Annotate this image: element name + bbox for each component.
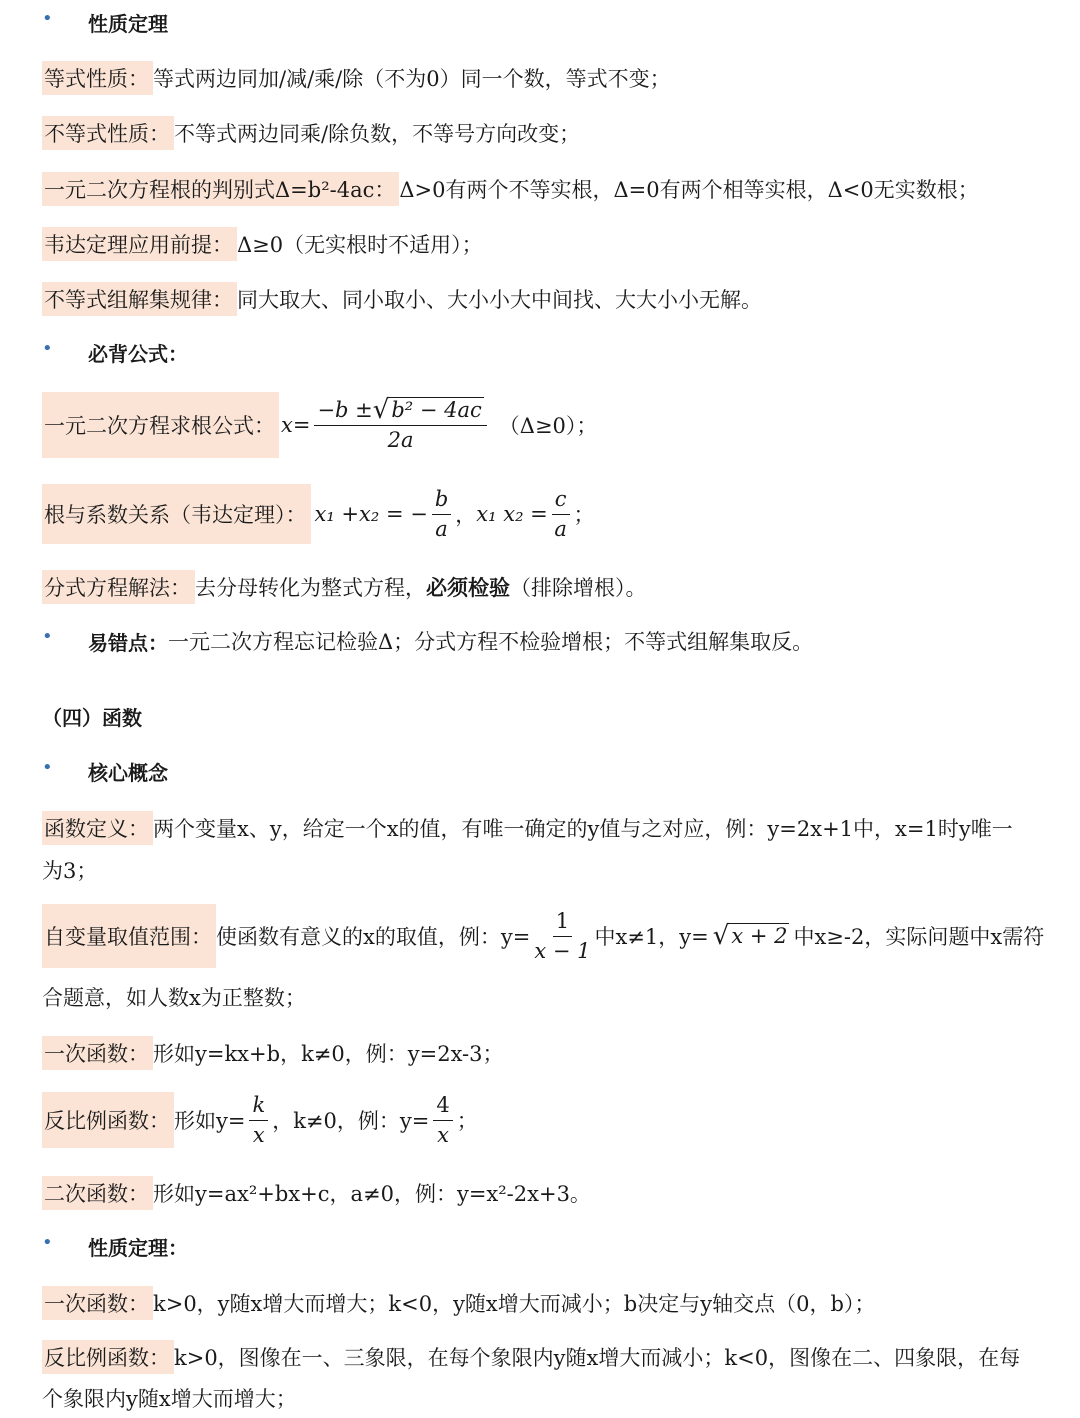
inverse-example-numerator: 4 [433,1093,452,1120]
function-definition-line [42,811,1013,845]
inverse-function-text-3: ； [456,1109,478,1133]
function-definition-text-1: 两个变量x、y，给定一个x的值，有唯一确定的y值与之对应，例：y=2x+1中，x=1时y唯一 [153,817,1013,841]
quadratic-formula-numerator [314,397,486,426]
linear-property-label: 一次函数： [42,1286,153,1320]
inverse-example-denominator: x [437,1122,449,1147]
bullet-dot-icon: • [42,1232,53,1253]
linear-function-label: 一次函数： [42,1036,153,1070]
inequality-property-label: 不等式性质： [42,116,174,150]
inverse-function-denominator: x [252,1122,265,1147]
function-definition-text-2: 为3； [42,859,98,883]
quadratic-formula-numerator-pre: −b ± [317,398,373,423]
vieta-sum: x₁ +x₂ = − [314,502,428,526]
inequality-group-line [42,282,762,316]
domain-label: 自变量取值范围： [42,904,216,968]
discriminant-line [42,172,979,206]
domain-radicand: x + 2 [731,924,788,948]
inverse-function-line [42,1092,478,1148]
quadratic-formula-label: 一元二次方程求根公式： [42,392,279,458]
mistakes-text: 一元二次方程忘记检验Δ；分式方程不检验增根；不等式组解集取反。 [168,630,814,654]
inequality-group-label: 不等式组解集规律： [42,282,237,316]
mistakes-label: 易错点： [88,630,168,655]
domain-text-2: 中x≠1，y= [594,925,709,949]
inequality-property-line [42,116,580,150]
vieta-product: x₁ x₂ = [476,502,548,526]
inequality-group-text: 同大取大、同小取小、大小小大中间找、大大小小无解。 [237,288,762,312]
bullet-dot-icon: • [42,757,53,778]
inverse-function-text-2: ，k≠0，例：y= [272,1109,430,1133]
vieta-product-fraction [552,487,570,540]
inverse-function-fraction [249,1093,268,1146]
vieta-sum-numerator: b [432,487,451,514]
function-definition-label: 函数定义： [42,811,153,845]
vieta-label: 根与系数关系（韦达定理）： [42,484,311,544]
vieta-line [42,484,595,544]
quadratic-function-text: 形如y=ax²+bx+c，a≠0，例：y=x²-2x+3。 [153,1182,591,1206]
domain-fraction [534,909,590,962]
equation-property-line [42,61,671,95]
heading-core-concepts: 核心概念 [88,761,168,785]
quadratic-formula-sqrt [372,395,484,426]
domain-text-3: 中x≥-2，实际问题中x需符 [793,925,1045,949]
inequality-property-text: 不等式两边同乘/除负数，不等号方向改变； [174,122,581,146]
inverse-property-text-1: k>0，图像在一、三象限，在每个象限内y随x增大而减小；k<0，图像在二、四象限，在每 [174,1346,1021,1370]
quadratic-formula-x: x= [281,413,311,437]
vieta-product-denominator: a [554,516,567,541]
quadratic-formula-line [42,392,597,458]
section-title-functions: （四）函数 [42,706,142,730]
fractional-equation-line [42,570,647,604]
domain-fraction-denominator: x − 1 [534,938,591,963]
quadratic-function-line [42,1176,591,1210]
linear-function-text: 形如y=kx+b，k≠0，例：y=2x-3； [153,1042,504,1066]
linear-function-line [42,1036,504,1070]
vieta-premise-text: Δ≥0（无实根时不适用）； [237,233,483,257]
domain-text-4: 合题意，如人数x为正整数； [42,986,306,1010]
inverse-property-label: 反比例函数： [42,1340,174,1374]
vieta-end: ； [573,503,595,527]
bullet-dot-icon: • [42,8,53,29]
sqrt-sign-icon: √ [372,395,390,426]
domain-sqrt [713,923,790,949]
vieta-sum-fraction [432,487,451,540]
bullet-dot-icon: • [42,338,53,359]
discriminant-text: Δ>0有两个不等实根，Δ=0有两个相等实根，Δ<0无实数根； [399,178,979,202]
quadratic-formula-fraction [314,397,486,452]
quadratic-formula-radicand: b² − 4ac [391,398,482,423]
vieta-premise-line [42,227,483,261]
sqrt-sign-icon: √ [712,921,730,951]
vieta-comma: ， [455,503,477,527]
inverse-property-line [42,1340,1020,1374]
inverse-function-text-1: 形如y= [174,1109,246,1133]
domain-fraction-numerator: 1 [553,909,572,936]
equation-property-label: 等式性质： [42,61,153,95]
vieta-premise-label: 韦达定理应用前提： [42,227,237,261]
inverse-function-numerator: k [249,1093,268,1120]
fractional-equation-label: 分式方程解法： [42,570,195,604]
linear-property-line [42,1286,875,1320]
linear-property-text: k>0，y随x增大而增大；k<0，y随x增大而减小；b决定与y轴交点（0，b）； [153,1292,876,1316]
heading-properties-1: 性质定理 [88,12,168,36]
inverse-property-text-2: 个象限内y随x增大而增大； [42,1387,297,1411]
inverse-example-fraction [433,1093,452,1146]
quadratic-formula-condition: （Δ≥0）； [498,414,598,438]
fractional-equation-bold: 必须检验 [426,576,510,600]
quadratic-formula-denominator: 2a [387,428,414,453]
quadratic-function-label: 二次函数： [42,1176,153,1210]
equation-property-text: 等式两边同加/减/乘/除（不为0）同一个数，等式不变； [153,67,671,91]
mistakes-line [88,626,813,656]
heading-formulas: 必背公式： [88,342,188,366]
heading-properties-2: 性质定理： [88,1236,188,1260]
discriminant-label: 一元二次方程根的判别式Δ=b²-4ac： [42,172,399,206]
bullet-dot-icon: • [42,626,53,647]
vieta-sum-denominator: a [435,516,448,541]
domain-text-1: 使函数有意义的x的取值，例：y= [216,925,531,949]
inverse-function-label: 反比例函数： [42,1092,174,1148]
vieta-product-numerator: c [552,487,570,514]
fractional-equation-text-2: （排除增根）。 [510,576,647,600]
fractional-equation-text-1: 去分母转化为整式方程， [195,576,426,600]
domain-line [42,904,1044,968]
